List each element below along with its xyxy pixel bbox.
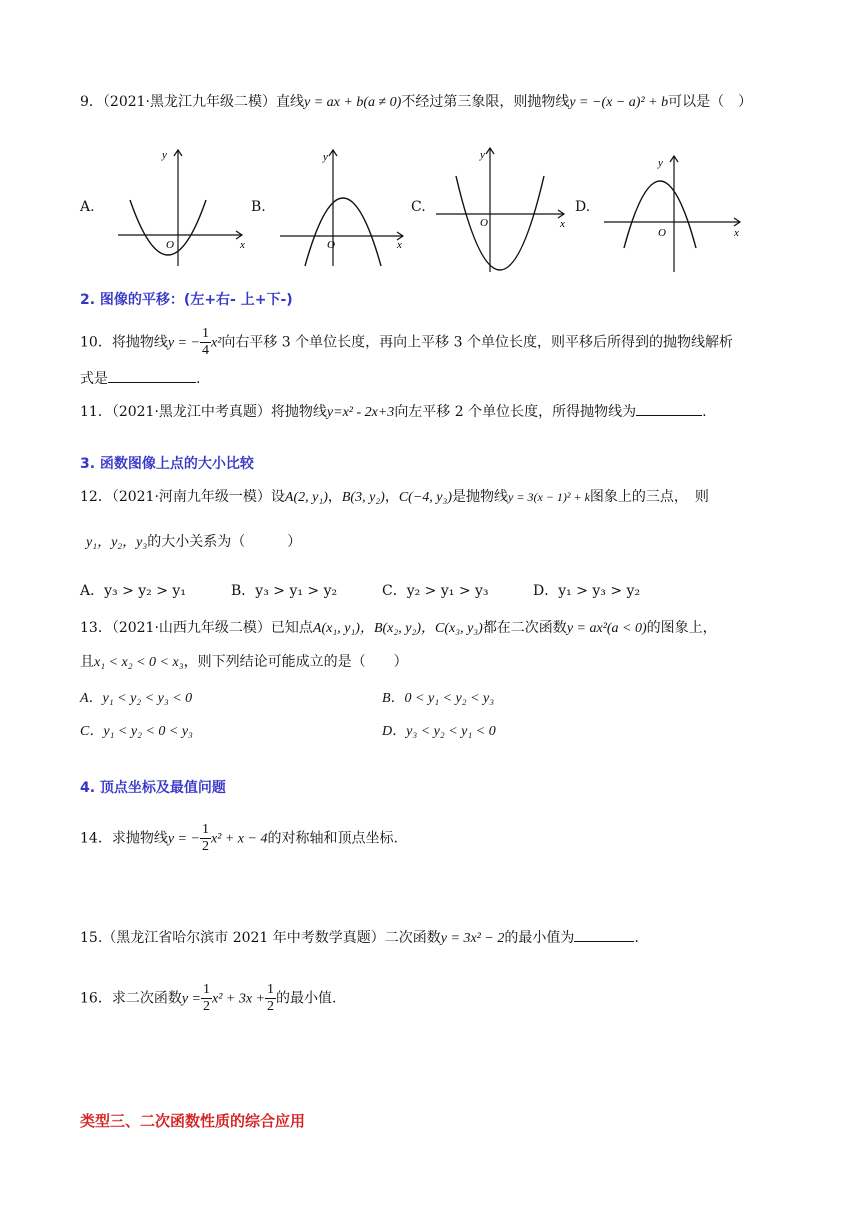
q13-suffix: 的图象上， [646, 620, 717, 636]
q14-rhs: x² + x − 4 [210, 831, 268, 847]
q15-end: . [634, 930, 639, 946]
q16-fraction-1 [201, 982, 212, 1015]
q9-b-origin-label: O [327, 239, 335, 251]
q9-mid: 不经过第三象限，则抛物线 [401, 94, 570, 110]
q16-fraction-2 [265, 982, 276, 1015]
section-4-heading: 4. 顶点坐标及最值问题 [80, 780, 226, 796]
q12-option-b[interactable]: B．y₃ > y₁ > y₂ [231, 583, 338, 599]
question-14 [80, 822, 398, 855]
q12-option-d[interactable]: D．y₁ > y₃ > y₂ [533, 583, 641, 599]
q12-point-c: C(−4, y₃) [398, 490, 453, 505]
q9-c-origin-label: O [480, 217, 488, 229]
q11-text: 向左平移 2 个单位长度，所得抛物线为 [394, 404, 637, 420]
q12-variables: y₁，y₂，y₃ [86, 535, 148, 550]
q13-line2-text: ，则下列结论可能成立的是（ ） [183, 654, 408, 670]
q12-point-a: A(2, y₁) [284, 490, 328, 505]
q16-prefix: 16．求二次函数 [80, 990, 182, 1007]
type-3-heading: 类型三、二次函数性质的综合应用 [80, 1112, 306, 1130]
q13-equation: y = ax²(a < 0) [566, 621, 647, 636]
q9-line-equation: y = ax + b(a ≠ 0) [304, 95, 402, 110]
q9-c-x-label: x [560, 218, 565, 230]
q10-prefix: 10．将抛物线 [80, 334, 168, 351]
q9-c-y-label: y [480, 149, 485, 161]
q13-line2-prefix: 且 [80, 654, 94, 670]
q12-equation: y = 3(x − 1)² + k [508, 490, 590, 504]
q13-option-b[interactable]: B．0 < y₁ < y₂ < y₃ [382, 691, 495, 706]
q9-parabola-equation: y = −(x − a)² + b [569, 95, 669, 110]
q14-fraction-denominator: 2 [201, 839, 209, 854]
q9-a-origin-label: O [166, 239, 174, 251]
q13-mid: 都在二次函数 [482, 620, 567, 636]
question-15 [80, 927, 639, 948]
q14-fraction-numerator: 1 [201, 822, 209, 837]
q12-option-a[interactable]: A．y₃ > y₂ > y₁ [80, 583, 186, 599]
section-3-heading: 3. 函数图像上点的大小比较 [80, 456, 254, 472]
q9-d-x-label: x [734, 227, 739, 239]
q9-prefix: 9．（2021·黑龙江九年级二模）直线 [80, 94, 304, 110]
q16-mid: x² + 3x + [212, 991, 266, 1007]
question-9-stem [80, 93, 752, 112]
question-10-line-1 [80, 326, 733, 359]
q10-end: . [196, 371, 201, 387]
q14-fraction [200, 822, 211, 855]
q10-fraction-denominator: 4 [201, 343, 209, 358]
question-13-line-2 [80, 653, 408, 672]
q10-lhs: y = − [167, 335, 200, 351]
q9-b-y-label: y [323, 151, 328, 163]
q11-answer-blank[interactable] [636, 401, 702, 416]
q9-d-y-label: y [658, 157, 663, 169]
q14-prefix: 14．求抛物线 [80, 830, 168, 847]
q12-suffix: 图象上的三点， 则 [589, 489, 709, 505]
question-12-line-2 [86, 533, 301, 552]
q9-a-y-label: y [162, 149, 167, 161]
question-12-line-1: 12．（2021·河南九年级一模）设A(2, y₁)，B(3, y₂)，C(−4, y₃)是抛物线y = 3(x − 1)² + k图象上的三点， 则 [80, 489, 709, 505]
q9-option-b-graph [275, 140, 410, 270]
q13-option-c[interactable]: C．y₁ < y₂ < 0 < y₃ [80, 724, 193, 739]
q10-answer-blank[interactable] [108, 368, 196, 383]
q15-answer-blank[interactable] [574, 927, 634, 942]
q15-suffix: 的最小值为 [504, 930, 575, 946]
question-16 [80, 982, 336, 1015]
q16-fraction-2-denominator: 2 [267, 999, 275, 1014]
q10-fraction-numerator: 1 [201, 326, 209, 341]
q9-b-x-label: x [397, 239, 402, 251]
q16-lhs: y = [181, 991, 201, 1007]
q11-equation: y=x² - 2x+3 [326, 405, 395, 420]
q10-text-2: 式是 [80, 371, 108, 387]
section-2-heading: 2. 图像的平移：(左+右- 上+下-) [80, 292, 293, 308]
q16-fraction-2-numerator: 1 [267, 982, 275, 997]
q15-prefix: 15.（黑龙江省哈尔滨市 2021 年中考数学真题）二次函数 [80, 930, 441, 946]
q9-option-d-label: D. [575, 199, 591, 215]
q16-fraction-1-denominator: 2 [203, 999, 210, 1014]
q13-points: A(x₁, y₁)，B(x₂, y₂)，C(x₃, y₃) [312, 621, 483, 636]
q9-option-d-graph [600, 150, 745, 275]
q10-fraction [200, 326, 211, 359]
question-11 [80, 401, 707, 422]
q9-option-c-label: C. [411, 199, 426, 215]
q13-option-d[interactable]: D．y₃ < y₂ < y₁ < 0 [382, 724, 496, 739]
q9-suffix: 可以是（ ） [668, 94, 753, 110]
q9-option-c-graph [432, 140, 572, 275]
q9-option-a-label: A. [80, 199, 95, 215]
question-10-line-2 [80, 368, 200, 388]
q16-fraction-1-numerator: 1 [203, 982, 210, 997]
q12-prefix: 12．（2021·河南九年级一模）设 [80, 489, 285, 505]
q11-end: . [702, 404, 707, 420]
question-13-line-1 [80, 619, 717, 638]
q10-text-1: 向右平移 3 个单位长度，再向上平移 3 个单位长度，则平移后所得到的抛物线解析 [221, 334, 733, 351]
q12-point-b: B(3, y₂) [341, 490, 385, 505]
q11-prefix: 11．（2021·黑龙江中考真题）将抛物线 [80, 404, 327, 420]
q12-option-c[interactable]: C．y₂ > y₁ > y₃ [382, 583, 489, 599]
q16-suffix: 的最小值. [276, 990, 337, 1007]
q13-prefix: 13．（2021·山西九年级二模）已知点 [80, 620, 313, 636]
q9-option-b-label: B. [251, 199, 266, 215]
q9-a-x-label: x [240, 239, 245, 251]
q15-equation: y = 3x² − 2 [440, 931, 505, 946]
q12-line2-text: 的大小关系为（ ） [147, 534, 302, 550]
q13-condition: x₁ < x₂ < 0 < x₃ [94, 655, 184, 670]
q14-lhs: y = − [167, 831, 200, 847]
q9-option-a-graph [110, 140, 250, 270]
q13-option-a[interactable]: A．y₁ < y₂ < y₃ < 0 [80, 691, 193, 706]
q9-d-origin-label: O [658, 227, 666, 239]
q12-mid: 是抛物线 [452, 489, 509, 505]
q10-rhs: x² [210, 335, 222, 351]
q14-suffix: 的对称轴和顶点坐标. [267, 830, 398, 847]
